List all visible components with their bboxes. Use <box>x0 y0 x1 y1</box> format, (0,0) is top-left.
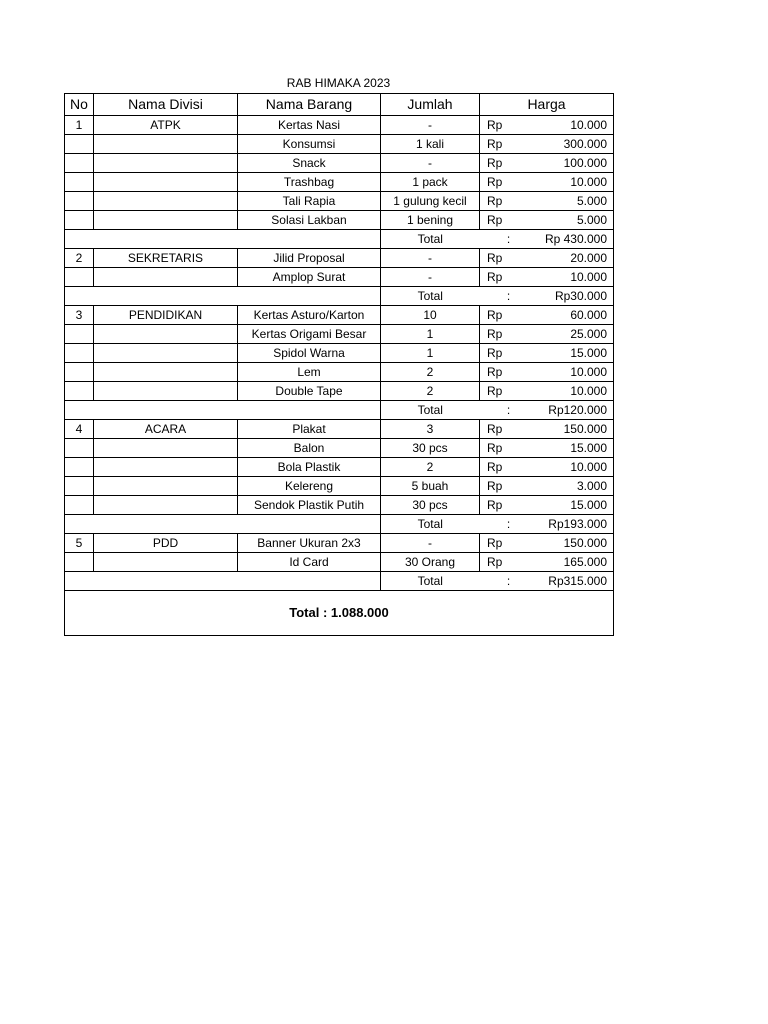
division-name <box>94 553 238 572</box>
division-name <box>94 325 238 344</box>
item-name: Double Tape <box>238 382 381 401</box>
currency-label: Rp <box>480 477 520 496</box>
header-harga: Harga <box>480 94 614 116</box>
row-number <box>65 173 94 192</box>
header-jumlah: Jumlah <box>381 94 480 116</box>
header-nama-barang: Nama Barang <box>238 94 381 116</box>
row-number: 3 <box>65 306 94 325</box>
table-row <box>65 458 614 477</box>
table-row <box>65 439 614 458</box>
division-name <box>94 211 238 230</box>
currency-label: Rp <box>480 116 520 135</box>
item-quantity: 1 bening <box>381 211 480 230</box>
currency-label: Rp <box>480 553 520 572</box>
total-colon: : <box>480 230 520 249</box>
item-price: 15.000 <box>520 496 614 515</box>
item-price: 150.000 <box>520 420 614 439</box>
item-quantity: 30 Orang <box>381 553 480 572</box>
division-name <box>94 268 238 287</box>
grand-total: Total : 1.088.000 <box>65 591 614 636</box>
currency-label: Rp <box>480 306 520 325</box>
item-quantity: 2 <box>381 458 480 477</box>
table-row <box>65 116 614 135</box>
total-label: Total <box>381 572 480 591</box>
item-quantity: 1 kali <box>381 135 480 154</box>
section-total-row <box>65 572 614 591</box>
item-name: Lem <box>238 363 381 382</box>
item-name: Trashbag <box>238 173 381 192</box>
item-name: Banner Ukuran 2x3 <box>238 534 381 553</box>
table-row <box>65 496 614 515</box>
currency-label: Rp <box>480 173 520 192</box>
row-number <box>65 135 94 154</box>
division-name <box>94 458 238 477</box>
currency-label: Rp <box>480 458 520 477</box>
row-number <box>65 325 94 344</box>
currency-label: Rp <box>480 135 520 154</box>
currency-label: Rp <box>480 363 520 382</box>
item-price: 5.000 <box>520 211 614 230</box>
table-row <box>65 363 614 382</box>
currency-label: Rp <box>480 382 520 401</box>
item-name: Kelereng <box>238 477 381 496</box>
total-colon: : <box>480 401 520 420</box>
section-total-value: Rp 430.000 <box>520 230 614 249</box>
table-row <box>65 135 614 154</box>
total-spacer <box>65 572 381 591</box>
table-row <box>65 268 614 287</box>
item-price: 25.000 <box>520 325 614 344</box>
table-row <box>65 325 614 344</box>
division-name: PDD <box>94 534 238 553</box>
currency-label: Rp <box>480 154 520 173</box>
item-quantity: 1 pack <box>381 173 480 192</box>
item-price: 100.000 <box>520 154 614 173</box>
budget-table <box>64 93 614 636</box>
currency-label: Rp <box>480 439 520 458</box>
total-colon: : <box>480 287 520 306</box>
row-number <box>65 363 94 382</box>
item-price: 10.000 <box>520 363 614 382</box>
section-total-row <box>65 230 614 249</box>
table-row <box>65 211 614 230</box>
item-price: 15.000 <box>520 439 614 458</box>
item-name: Jilid Proposal <box>238 249 381 268</box>
table-row <box>65 420 614 439</box>
division-name <box>94 154 238 173</box>
item-price: 3.000 <box>520 477 614 496</box>
table-row <box>65 382 614 401</box>
item-price: 10.000 <box>520 116 614 135</box>
division-name: SEKRETARIS <box>94 249 238 268</box>
item-name: Bola Plastik <box>238 458 381 477</box>
section-total-value: Rp30.000 <box>520 287 614 306</box>
row-number <box>65 477 94 496</box>
table-row <box>65 344 614 363</box>
total-spacer <box>65 515 381 534</box>
division-name <box>94 192 238 211</box>
section-total-row <box>65 515 614 534</box>
item-quantity: - <box>381 534 480 553</box>
table-row <box>65 154 614 173</box>
item-name: Spidol Warna <box>238 344 381 363</box>
item-quantity: 30 pcs <box>381 496 480 515</box>
section-total-row <box>65 401 614 420</box>
item-name: Solasi Lakban <box>238 211 381 230</box>
item-price: 150.000 <box>520 534 614 553</box>
item-price: 10.000 <box>520 458 614 477</box>
item-quantity: - <box>381 268 480 287</box>
total-spacer <box>65 230 381 249</box>
item-quantity: 1 gulung kecil <box>381 192 480 211</box>
item-quantity: - <box>381 249 480 268</box>
division-name <box>94 382 238 401</box>
currency-label: Rp <box>480 192 520 211</box>
table-row <box>65 173 614 192</box>
item-quantity: - <box>381 116 480 135</box>
item-price: 10.000 <box>520 382 614 401</box>
currency-label: Rp <box>480 211 520 230</box>
division-name: ACARA <box>94 420 238 439</box>
item-name: Amplop Surat <box>238 268 381 287</box>
division-name <box>94 173 238 192</box>
division-name <box>94 439 238 458</box>
row-number: 4 <box>65 420 94 439</box>
section-total-value: Rp120.000 <box>520 401 614 420</box>
item-name: Plakat <box>238 420 381 439</box>
table-row <box>65 249 614 268</box>
currency-label: Rp <box>480 496 520 515</box>
item-name: Kertas Nasi <box>238 116 381 135</box>
item-name: Konsumsi <box>238 135 381 154</box>
item-price: 300.000 <box>520 135 614 154</box>
table-header-row <box>65 94 614 116</box>
row-number <box>65 211 94 230</box>
currency-label: Rp <box>480 420 520 439</box>
total-spacer <box>65 401 381 420</box>
item-quantity: 2 <box>381 363 480 382</box>
item-price: 5.000 <box>520 192 614 211</box>
table-row <box>65 306 614 325</box>
row-number: 1 <box>65 116 94 135</box>
table-row <box>65 534 614 553</box>
item-name: Balon <box>238 439 381 458</box>
division-name <box>94 135 238 154</box>
item-name: Kertas Origami Besar <box>238 325 381 344</box>
table-row <box>65 192 614 211</box>
currency-label: Rp <box>480 325 520 344</box>
item-price: 60.000 <box>520 306 614 325</box>
row-number: 5 <box>65 534 94 553</box>
table-body <box>65 116 614 636</box>
total-label: Total <box>381 287 480 306</box>
item-name: Kertas Asturo/Karton <box>238 306 381 325</box>
section-total-value: Rp193.000 <box>520 515 614 534</box>
total-spacer <box>65 287 381 306</box>
total-colon: : <box>480 572 520 591</box>
total-colon: : <box>480 515 520 534</box>
currency-label: Rp <box>480 344 520 363</box>
item-quantity: 30 pcs <box>381 439 480 458</box>
currency-label: Rp <box>480 268 520 287</box>
division-name <box>94 477 238 496</box>
item-quantity: 10 <box>381 306 480 325</box>
item-quantity: 5 buah <box>381 477 480 496</box>
row-number: 2 <box>65 249 94 268</box>
row-number <box>65 496 94 515</box>
item-price: 15.000 <box>520 344 614 363</box>
row-number <box>65 382 94 401</box>
division-name <box>94 363 238 382</box>
header-nama-divisi: Nama Divisi <box>94 94 238 116</box>
item-price: 10.000 <box>520 268 614 287</box>
section-total-value: Rp315.000 <box>520 572 614 591</box>
header-no: No <box>65 94 94 116</box>
row-number <box>65 154 94 173</box>
currency-label: Rp <box>480 249 520 268</box>
row-number <box>65 268 94 287</box>
item-name: Id Card <box>238 553 381 572</box>
row-number <box>65 458 94 477</box>
row-number <box>65 553 94 572</box>
total-label: Total <box>381 230 480 249</box>
table-row <box>65 553 614 572</box>
division-name: PENDIDIKAN <box>94 306 238 325</box>
item-name: Snack <box>238 154 381 173</box>
row-number <box>65 344 94 363</box>
grand-total-row <box>65 591 614 636</box>
total-label: Total <box>381 401 480 420</box>
item-quantity: 1 <box>381 344 480 363</box>
table-row <box>65 477 614 496</box>
item-quantity: 3 <box>381 420 480 439</box>
division-name <box>94 344 238 363</box>
document-title: RAB HIMAKA 2023 <box>286 76 391 90</box>
item-name: Tali Rapia <box>238 192 381 211</box>
item-quantity: 1 <box>381 325 480 344</box>
item-quantity: 2 <box>381 382 480 401</box>
item-quantity: - <box>381 154 480 173</box>
item-price: 20.000 <box>520 249 614 268</box>
item-name: Sendok Plastik Putih <box>238 496 381 515</box>
division-name: ATPK <box>94 116 238 135</box>
item-price: 10.000 <box>520 173 614 192</box>
currency-label: Rp <box>480 534 520 553</box>
division-name <box>94 496 238 515</box>
section-total-row <box>65 287 614 306</box>
item-price: 165.000 <box>520 553 614 572</box>
row-number <box>65 192 94 211</box>
total-label: Total <box>381 515 480 534</box>
row-number <box>65 439 94 458</box>
